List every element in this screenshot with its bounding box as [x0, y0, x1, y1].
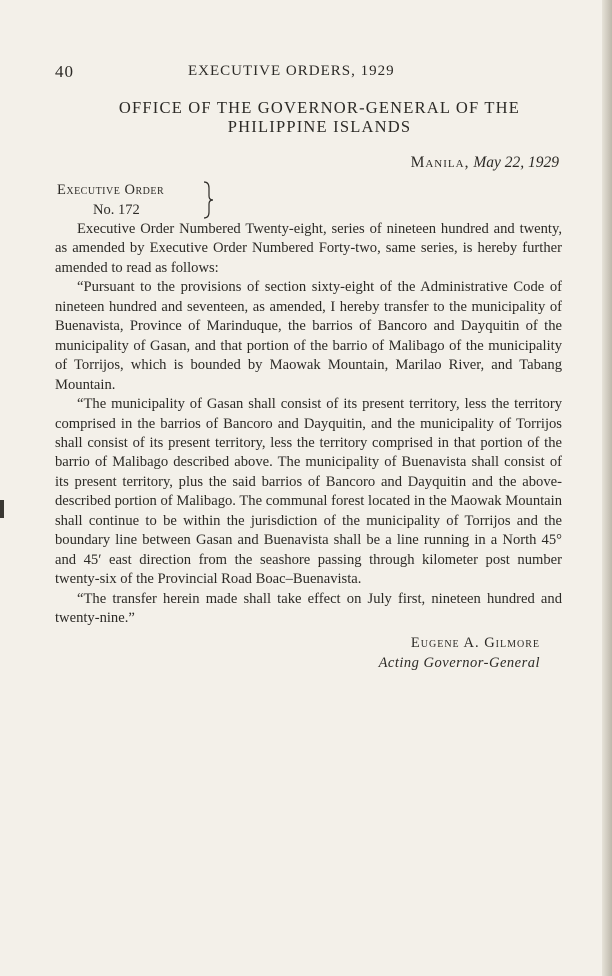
signatory-title: Acting Governor-General [378, 654, 540, 671]
paragraph: Executive Order Numbered Twenty-eight, series of nineteen hundred and twenty, as amended by Executive Order Numbered Forty-two, same series, is hereby further amended to read as follows: [55, 221, 562, 276]
paragraph: “The transfer herein made shall take effect on July first, nineteen hundred and twenty-nine.” [55, 590, 562, 627]
document-page [55, 62, 562, 673]
dateline-date: May 22, 1929 [473, 154, 559, 171]
office-heading-line1: OFFICE OF THE GOVERNOR-GENERAL OF THE [118, 98, 521, 117]
signature-block [55, 633, 562, 673]
dateline [55, 154, 562, 172]
office-heading [55, 98, 562, 136]
signatory-name: Eugene A. Gilmore [410, 634, 540, 651]
page-spine-shadow [602, 0, 612, 976]
office-heading-line2: PHILIPPINE ISLANDS [227, 117, 412, 136]
paragraph: “Pursuant to the provisions of section sixty-eight of the Administrative Code of nineteen hundred and seventeen, as amended, I hereby transfer to the municipality of Buenavista, Province of Marinduque, the barrios of Bancoro and Dayquitin of the municipality of Gasan, and that portion of the barrio of Malibago of the municipality of Torrijos, which is bounded by Maowak Mountain, Marilao River, and Tabang Mountain. [55, 279, 562, 393]
page-number: 40 [55, 62, 74, 81]
brace-icon [201, 180, 215, 220]
order-label: Executive Order [57, 182, 165, 198]
running-head-title: EXECUTIVE ORDERS, 1929 [188, 63, 395, 79]
paragraph: “The municipality of Gasan shall consist of its present territory, less the territory comprised in the barrios of Bancoro and Dayquitin, and the municipality of Torrijos shall consist of its present territory, less the territory comprised in that portion of the barrio of Malibago described above. The municipality of Buenavista shall consist of its present territory, plus the said barrios of Bancoro and Dayquitin and the above-described portion of Malibago. The communal forest located in the Maowak Mountain shall continue to be within the jurisdiction of the municipality of Torrijos and the boundary line between Gasan and Buenavista shall be a line running in a North 45° and 45′ east direction from the seashore passing through kilometer post number twenty-six of the Provincial Road Boac–Buenavista. [55, 396, 562, 588]
dateline-place: Manila, [410, 154, 470, 171]
order-body [55, 220, 562, 629]
order-designation [55, 182, 562, 222]
page-edge-mark [0, 500, 4, 518]
running-head [55, 62, 562, 86]
order-number: No. 172 [93, 202, 140, 218]
